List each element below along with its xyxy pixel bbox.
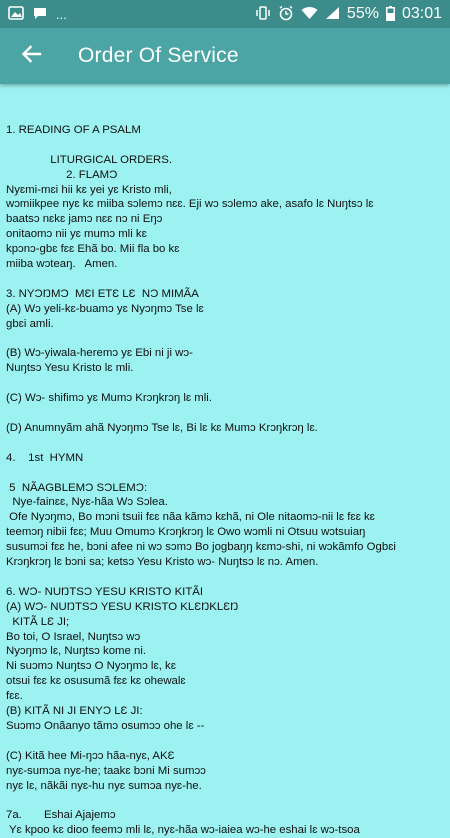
text-line: Nuŋtsɔ Yesu Kristo lɛ mli. bbox=[6, 362, 134, 375]
text-line: onitaomɔ nii yɛ mumɔ mli kɛ bbox=[6, 228, 147, 241]
chat-icon bbox=[32, 6, 48, 23]
text-line: 7a. Eshai Ajajemɔ bbox=[6, 809, 116, 822]
text-line: Ni suɔmɔ Nuŋtsɔ O Nyɔŋmɔ lɛ, kɛ bbox=[6, 660, 176, 673]
signal-icon bbox=[325, 6, 340, 22]
text-line: LITURGICAL ORDERS. bbox=[6, 153, 173, 166]
text-line bbox=[6, 466, 444, 481]
text-line bbox=[6, 406, 444, 421]
text-line: otsui fɛɛ kɛ osusumã fɛɛ kɛ ohewalɛ bbox=[6, 675, 186, 688]
text-line: 6. WƆ- NUŊTSƆ YESU KRISTO KITÃI bbox=[6, 585, 204, 598]
text-line: susumɔi fɛɛ he, bɔni afee ni wɔ sɔmɔ Bo jogbaŋŋ kɛmɔ-shi, ni wɔkãmfo Ogbɛi bbox=[6, 541, 396, 554]
text-line: Krɔŋkrɔŋ lɛ bɔni sa; ketsɔ Yesu Kristo wɔ- Nuŋtsɔ lɛ nɔ. Amen. bbox=[6, 556, 319, 569]
text-line: KITÃ LƐ JI; bbox=[6, 615, 70, 628]
battery-percent: 55% bbox=[346, 5, 379, 22]
text-line: (B) KITÃ NI JI ENYƆ LƐ JI: bbox=[6, 705, 143, 718]
alarm-icon bbox=[278, 5, 294, 23]
status-right bbox=[255, 5, 450, 23]
arrow-back-icon bbox=[21, 44, 41, 69]
text-line: (C) Wɔ- shifimɔ yɛ Mumɔ Krɔŋkrɔŋ lɛ mli. bbox=[6, 392, 212, 405]
text-line bbox=[6, 794, 444, 809]
text-line: Bo toi, O Israel, Nuŋtsɔ wɔ bbox=[6, 630, 141, 643]
text-line: 1. READING OF A PSALM bbox=[6, 123, 141, 136]
text-line bbox=[6, 436, 444, 451]
text-line: teemɔŋ nibii fɛɛ; Muu Omumɔ Krɔŋkrɔŋ lɛ Owo wɔmli ni Otsuu wɔtsuiaŋ bbox=[6, 526, 366, 539]
battery-icon bbox=[386, 6, 395, 23]
app-bar bbox=[0, 28, 450, 84]
image-icon bbox=[8, 6, 24, 22]
text-line: nyɛ lɛ, nãkãi nyɛ-hu nyɛ sumɔa nyɛ-he. bbox=[6, 779, 202, 792]
page-title: Order Of Service bbox=[78, 44, 239, 67]
status-bar bbox=[0, 0, 450, 28]
text-line: fɛɛ. bbox=[6, 690, 23, 703]
text-line: miiba wɔteaŋ. Amen. bbox=[6, 258, 118, 271]
text-line: (A) Wɔ yeli-kɛ-buamɔ yɛ Nyɔŋmɔ Tse lɛ bbox=[6, 302, 204, 315]
clock: 03:01 bbox=[401, 5, 442, 22]
text-line: 2. FLAMƆ bbox=[6, 168, 118, 181]
text-line bbox=[6, 376, 444, 391]
service-text[interactable] bbox=[0, 84, 450, 837]
text-line: Nyɛmi-mɛi hii kɛ yei yɛ Kristo mli, bbox=[6, 183, 172, 196]
text-line bbox=[6, 734, 444, 749]
text-line: baatsɔ nɛkɛ jamɔ nɛɛ nɔ ni Eŋɔ bbox=[6, 213, 163, 226]
more-notifications-icon: ... bbox=[56, 6, 67, 22]
text-line: Yɛ kpoo kɛ dioo feemɔ mli lɛ, nyɛ-hãa wɔ-iaiea wɔ-he eshai lɛ wɔ-tsoa bbox=[6, 824, 360, 837]
text-line: (A) WƆ- NUŊTSƆ YESU KRISTO KLƐŊKLƐŊ bbox=[6, 600, 239, 613]
text-line bbox=[6, 570, 444, 585]
text-line bbox=[6, 138, 444, 153]
text-line: 3. NYƆŊMƆ MƐI ETƐ LƐ NƆ MIMÃA bbox=[6, 287, 199, 300]
text-line: Nye-fainɛɛ, Nyɛ-hãa Wɔ Sɔlea. bbox=[6, 496, 168, 509]
text-line bbox=[6, 272, 444, 287]
text-line: wɔmiikpee nyɛ kɛ miiba sɔlemɔ nɛɛ. Eji wɔ sɔlemɔ ake, asafo lɛ Nuŋtsɔ lɛ bbox=[6, 198, 374, 211]
text-line bbox=[6, 108, 444, 123]
text-line: nyɛ-sumɔa nyɛ-he; taakɛ bɔni Mi sumɔɔ bbox=[6, 764, 206, 777]
text-line: (C) Kitã hee Mi-ŋɔɔ hãa-nyɛ, AKƐ bbox=[6, 749, 175, 762]
status-left-icons bbox=[0, 6, 67, 23]
back-button[interactable] bbox=[0, 28, 62, 84]
text-line: Ofe Nyɔŋmɔ, Bo mɔni tsuii fɛɛ nãa kãmɔ kɛhã, ni Ole nitaomɔ-nii lɛ fɛɛ kɛ bbox=[6, 511, 375, 524]
text-line: (B) Wɔ-yiwala-heremɔ yɛ Ebi ni ji wɔ- bbox=[6, 347, 193, 360]
text-line bbox=[6, 332, 444, 347]
wifi-icon bbox=[301, 6, 318, 22]
vibrate-icon bbox=[255, 6, 271, 22]
text-line: 4. 1st HYMN bbox=[6, 451, 84, 464]
text-line: Nyɔŋmɔ lɛ, Nuŋtsɔ kome ni. bbox=[6, 645, 147, 658]
text-line: gbɛi amli. bbox=[6, 317, 54, 330]
text-line: (D) Anumnyãm ahã Nyɔŋmɔ Tse lɛ, Bi lɛ kɛ Mumɔ Krɔŋkrɔŋ lɛ. bbox=[6, 421, 318, 434]
text-line: Suɔmɔ Onãanyo tãmɔ osumɔɔ ohe lɛ -- bbox=[6, 720, 205, 733]
text-line: 5 NÃAGBLEMƆ SƆLEMƆ: bbox=[6, 481, 148, 494]
text-line: kpɔnɔ-gbɛ fɛɛ Ehã bo. Mii fla bo kɛ bbox=[6, 243, 180, 256]
